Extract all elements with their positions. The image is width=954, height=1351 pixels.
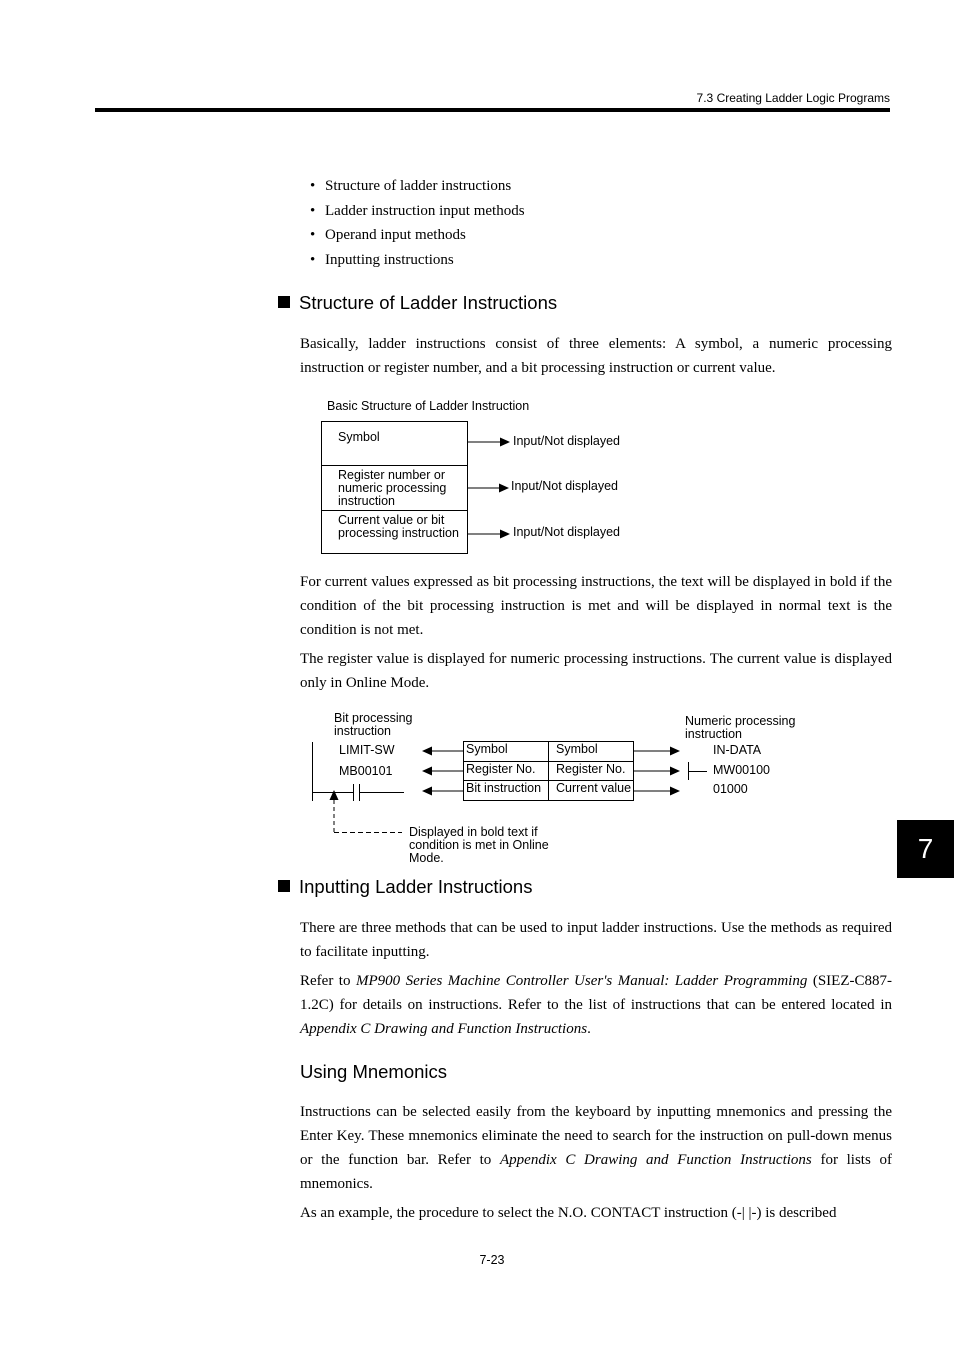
figure2-left-value: LIMIT-SW — [339, 743, 395, 757]
figure2-right-value: IN-DATA — [713, 743, 762, 757]
figure1-arrow-label: Input/Not displayed — [513, 434, 621, 448]
figure1-arrow-label: Input/Not displayed — [513, 525, 621, 539]
figure2-right-title: Numeric processing instruction — [685, 714, 796, 741]
list-item: • Structure of ladder instructions — [310, 174, 525, 199]
register-display-paragraph: The register value is displayed for numeric processing instructions. The current value is displayed only in Online Mode. — [300, 651, 892, 691]
section-heading-inputting: Inputting Ladder Instructions — [278, 876, 532, 898]
list-item: • Ladder instruction input methods — [310, 199, 525, 224]
header-rule — [95, 108, 890, 112]
page-number: 7-23 — [479, 1253, 505, 1267]
figure1-arrow — [468, 438, 510, 447]
figure1-arrow — [468, 530, 510, 539]
example-paragraph: As an example, the procedure to select the N.O. CONTACT instruction (-| |-) is described — [300, 1205, 837, 1221]
input-methods-paragraph: There are three methods that can be used to input ladder instructions. Use the methods as required to facilitate inputting. — [300, 920, 892, 960]
figure2-right-value: MW00100 — [713, 763, 770, 777]
subheading-using-mnemonics: Using Mnemonics — [300, 1061, 448, 1082]
mnemonics-paragraph: Instructions can be selected easily from the keyboard by inputting mnemonics and pressing the Enter Key. These mnemonics eliminate the need to search for the instruction on pull-down menus or the function bar. Refer to Appendix C Drawing and Function Instructions for lists of mnemonics. — [300, 1104, 892, 1192]
figure1-cell-current: Current value or bit processing instruction — [338, 513, 459, 540]
figure2-table-cell: Bit instruction — [466, 781, 542, 795]
appendix-reference: Appendix C Drawing and Function Instructions — [300, 1021, 588, 1037]
running-header: 7.3 Creating Ladder Logic Programs — [696, 91, 890, 105]
figure2-left-title: Bit processing instruction — [334, 711, 413, 738]
figure2-table-cell: Current value — [556, 781, 632, 795]
figure1-cell-register: Register number or numeric processing instruction — [338, 468, 447, 508]
manual-title: MP900 Series Machine Controller User's Manual: Ladder Programming — [355, 973, 808, 989]
figure2-table-cell: Symbol — [556, 742, 598, 756]
figure1-arrow-label: Input/Not displayed — [511, 479, 619, 493]
list-item: • Operand input methods — [310, 223, 525, 248]
structure-intro-paragraph: Basically, ladder instructions consist of three elements: A symbol, a numeric processing instruction or register number, and a bit processing instruction or current value. — [300, 336, 892, 376]
figure2-note: Displayed in bold text if condition is met in Online Mode. — [409, 825, 549, 865]
chapter-tab: 7 — [897, 820, 954, 878]
figure2-table-cell: Register No. — [556, 762, 626, 776]
appendix-reference: Appendix C Drawing and Function Instructions — [500, 1152, 812, 1168]
section-heading-structure: Structure of Ladder Instructions — [278, 292, 557, 314]
figure1-title: Basic Structure of Ladder Instruction — [327, 399, 530, 413]
list-item: • Inputting instructions — [310, 248, 525, 273]
square-bullet-icon — [278, 296, 290, 308]
topic-list — [310, 174, 525, 273]
bold-display-paragraph: For current values expressed as bit processing instructions, the text will be displayed in bold if the condition of the bit processing instruction is met and will be displayed in normal text is the condition is not met. — [300, 574, 892, 638]
figure2-table-cell: Register No. — [466, 762, 536, 776]
figure2-left-value: MB00101 — [339, 764, 393, 778]
square-bullet-icon — [278, 880, 290, 892]
figure2-right-value: 01000 — [713, 782, 748, 796]
figure1-cell-symbol: Symbol — [338, 430, 380, 444]
figure2-table-cell: Symbol — [466, 742, 508, 756]
figure1-arrow — [468, 484, 509, 493]
refer-manual-paragraph: Refer to MP900 Series Machine Controller User's Manual: Ladder Programming (SIEZ-C887-1.2C) for details on instructions. Refer to the list of instructions that can be entered located in Appendix C Drawing and Function Instructions. — [300, 973, 892, 1037]
